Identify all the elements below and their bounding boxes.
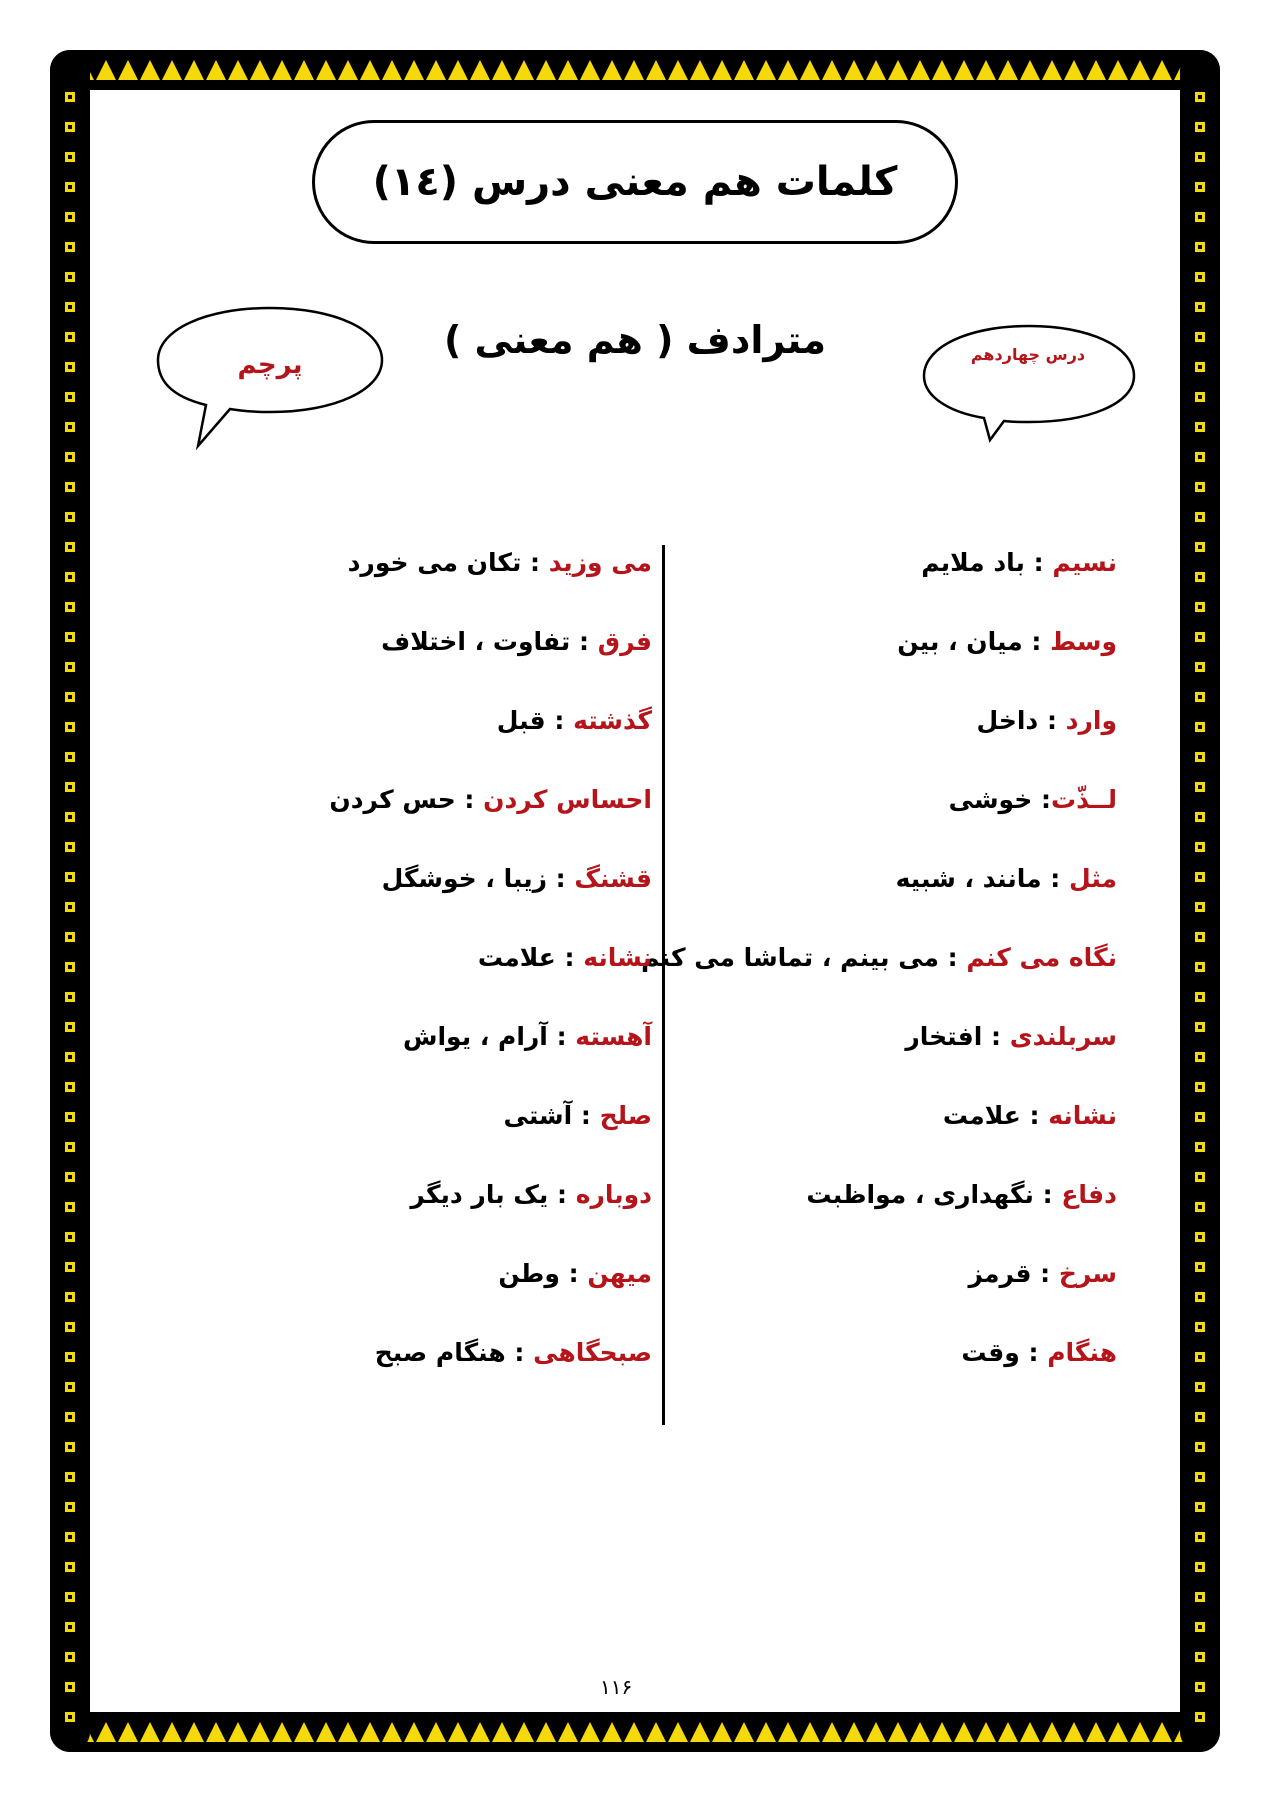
bubble-left-text: پرچم	[237, 350, 303, 380]
border-square	[1193, 1050, 1207, 1064]
border-square	[1193, 900, 1207, 914]
border-triangle	[800, 60, 820, 80]
border-square	[63, 90, 77, 104]
border-square	[1193, 1560, 1207, 1574]
border-triangle	[118, 60, 138, 80]
border-square	[1193, 450, 1207, 464]
border-triangle	[602, 60, 622, 80]
border-square	[1193, 210, 1207, 224]
border-square	[1193, 240, 1207, 254]
border-square	[63, 600, 77, 614]
vocab-meaning: : وقت	[961, 1338, 1048, 1367]
border-square	[1193, 570, 1207, 584]
vocab-row	[382, 864, 652, 893]
vocab-row	[905, 1022, 1117, 1051]
border-triangle	[360, 60, 380, 80]
border-triangle	[316, 60, 336, 80]
border-square	[1193, 150, 1207, 164]
border-triangle	[272, 1722, 292, 1742]
border-triangle	[712, 1722, 732, 1742]
border-triangle	[250, 1722, 270, 1742]
border-square	[63, 450, 77, 464]
border-triangle	[844, 60, 864, 80]
border-triangle	[756, 1722, 776, 1742]
border-square	[1193, 1260, 1207, 1274]
border-triangle	[470, 1722, 490, 1742]
vocab-word: نشانه	[1048, 1101, 1117, 1130]
border-triangle	[580, 1722, 600, 1742]
border-square	[63, 750, 77, 764]
border-square	[1193, 90, 1207, 104]
vocab-word: مثل	[1069, 864, 1117, 893]
border-triangle	[778, 1722, 798, 1742]
border-triangle	[1042, 60, 1062, 80]
border-triangle	[338, 60, 358, 80]
border-square	[63, 330, 77, 344]
border-triangle	[294, 60, 314, 80]
border-square	[1193, 1500, 1207, 1514]
vocab-row	[504, 1101, 652, 1130]
vocab-row	[497, 706, 652, 735]
border-square	[1193, 1110, 1207, 1124]
vocab-word: نسیم	[1052, 548, 1117, 577]
border-triangle	[272, 60, 292, 80]
border-triangle	[866, 1722, 886, 1742]
border-square	[63, 1650, 77, 1664]
border-triangle	[822, 1722, 842, 1742]
border-triangle	[514, 60, 534, 80]
border-triangle	[536, 1722, 556, 1742]
border-square	[1193, 480, 1207, 494]
vocab-row	[498, 1259, 652, 1288]
border-square	[63, 900, 77, 914]
border-square	[1193, 360, 1207, 374]
border-square	[1193, 1170, 1207, 1184]
border-triangle	[646, 1722, 666, 1742]
border-square	[1193, 510, 1207, 524]
border-square	[1193, 1440, 1207, 1454]
border-triangle	[734, 1722, 754, 1742]
border-triangle	[294, 1722, 314, 1742]
border-triangle	[492, 60, 512, 80]
border-triangle	[778, 60, 798, 80]
vocab-word: هنگام	[1047, 1338, 1117, 1367]
border-square	[1193, 870, 1207, 884]
vocab-meaning: : قبل	[496, 706, 574, 735]
border-square	[63, 1350, 77, 1364]
border-triangle	[844, 1722, 864, 1742]
border-triangle	[668, 1722, 688, 1742]
vocab-row	[806, 1180, 1117, 1209]
border-triangle	[1086, 1722, 1106, 1742]
border-square	[63, 1320, 77, 1334]
vocab-meaning: : افتخار	[905, 1022, 1010, 1051]
border-triangle	[338, 1722, 358, 1742]
border-square	[63, 1380, 77, 1394]
border-triangle	[910, 60, 930, 80]
vocab-meaning: : می بینم ، تماشا می کنم	[641, 943, 967, 972]
border-triangle	[558, 60, 578, 80]
border-square	[63, 360, 77, 374]
border-triangle	[1152, 60, 1172, 80]
border-square	[1193, 1380, 1207, 1394]
vocab-word: احساس کردن	[483, 785, 652, 814]
border-square	[63, 1110, 77, 1124]
vocab-word: سربلندی	[1009, 1022, 1117, 1051]
column-divider	[662, 545, 665, 1425]
border-triangle	[1064, 60, 1084, 80]
border-square	[1193, 180, 1207, 194]
border-triangle	[1020, 1722, 1040, 1742]
border-square	[63, 960, 77, 974]
border-square	[1193, 1620, 1207, 1634]
border-triangle	[822, 60, 842, 80]
border-square	[63, 810, 77, 824]
border-triangle	[492, 1722, 512, 1742]
vocab-row	[921, 548, 1117, 577]
vocab-meaning: : آشتی	[503, 1101, 600, 1130]
border-triangle	[184, 60, 204, 80]
vocab-meaning: : آرام ، یواش	[402, 1022, 576, 1051]
vocab-meaning: : علامت	[477, 943, 584, 972]
border-triangle	[580, 60, 600, 80]
border-triangle	[1064, 1722, 1084, 1742]
border-triangle	[690, 1722, 710, 1742]
border-triangle	[250, 60, 270, 80]
vocab-meaning: : علامت	[942, 1101, 1049, 1130]
border-square	[1193, 720, 1207, 734]
border-square	[1193, 1530, 1207, 1544]
border-square	[63, 1500, 77, 1514]
vocab-meaning: : داخل	[976, 706, 1066, 735]
border-triangle	[1042, 1722, 1062, 1742]
border-triangle	[162, 1722, 182, 1742]
border-square	[63, 1050, 77, 1064]
vocab-word: می وزید	[548, 548, 652, 577]
border-square	[1193, 600, 1207, 614]
vocab-meaning: : مانند ، شبیه	[895, 864, 1069, 893]
border-triangle	[140, 60, 160, 80]
border-triangle	[426, 60, 446, 80]
vocab-word: گذشته	[573, 706, 652, 735]
vocab-meaning: : تفاوت ، اختلاف	[381, 627, 598, 656]
border-square	[63, 1440, 77, 1454]
border-triangle	[998, 60, 1018, 80]
border-square	[63, 1260, 77, 1274]
border-triangle	[1130, 1722, 1150, 1742]
vocab-word: وسط	[1050, 627, 1117, 656]
border-triangle	[536, 60, 556, 80]
vocab-word: قشنگ	[574, 864, 652, 893]
border-triangle	[800, 1722, 820, 1742]
border-square	[63, 1620, 77, 1634]
border-square	[63, 1530, 77, 1544]
bubble-right-text: درس چهاردهم	[970, 345, 1086, 364]
vocab-word: نگاه می کنم	[966, 943, 1117, 972]
title-box	[312, 120, 958, 244]
border-square	[63, 1410, 77, 1424]
border-square	[1193, 1080, 1207, 1094]
border-square	[1193, 1320, 1207, 1334]
section-heading: مترادف ( هم معنی )	[443, 318, 827, 362]
vocab-row	[968, 1259, 1117, 1288]
border-square	[63, 420, 77, 434]
border-triangle	[206, 1722, 226, 1742]
border-square	[1193, 1290, 1207, 1304]
border-triangle	[888, 60, 908, 80]
vocab-meaning: : وطن	[498, 1259, 588, 1288]
border-triangle	[646, 60, 666, 80]
border-triangle	[140, 1722, 160, 1742]
border-square	[63, 480, 77, 494]
border-square	[1193, 1590, 1207, 1604]
vocab-word: وارد	[1065, 706, 1117, 735]
border-square	[1193, 330, 1207, 344]
border-square	[63, 570, 77, 584]
vocab-row	[410, 1180, 652, 1209]
border-square	[63, 720, 77, 734]
border-triangle	[96, 60, 116, 80]
vocab-word: دوباره	[575, 1180, 652, 1209]
vocab-row	[403, 1022, 652, 1051]
border-square	[63, 1590, 77, 1604]
vocab-word: صلح	[599, 1101, 652, 1130]
border-square	[63, 630, 77, 644]
border-square	[63, 990, 77, 1004]
border-square	[63, 1170, 77, 1184]
vocab-row	[949, 785, 1117, 814]
vocab-row	[348, 548, 652, 577]
border-square	[1193, 1020, 1207, 1034]
border-square	[1193, 840, 1207, 854]
border-square	[63, 210, 77, 224]
border-square	[63, 510, 77, 524]
vocab-row	[943, 1101, 1117, 1130]
border-bottom	[50, 1712, 1220, 1752]
border-square	[63, 1140, 77, 1154]
border-square	[63, 390, 77, 404]
border-square	[1193, 1200, 1207, 1214]
vocab-word: فرق	[597, 627, 652, 656]
border-triangle	[888, 1722, 908, 1742]
border-square	[63, 180, 77, 194]
vocab-row	[381, 627, 652, 656]
border-square	[1193, 960, 1207, 974]
border-triangle	[514, 1722, 534, 1742]
border-triangle	[866, 60, 886, 80]
border-triangle	[448, 60, 468, 80]
vocab-row	[977, 706, 1117, 735]
border-square	[1193, 630, 1207, 644]
vocab-word: سرخ	[1058, 1259, 1117, 1288]
border-triangle	[954, 60, 974, 80]
border-triangle	[910, 1722, 930, 1742]
border-square	[1193, 930, 1207, 944]
vocab-meaning: : یک بار دیگر	[410, 1180, 576, 1209]
vocab-word: نشانه	[583, 943, 652, 972]
vocab-word: آهسته	[575, 1022, 652, 1051]
vocab-meaning: : قرمز	[968, 1259, 1059, 1288]
border-square	[1193, 1350, 1207, 1364]
border-triangle	[448, 1722, 468, 1742]
border-square	[1193, 690, 1207, 704]
border-triangle	[228, 60, 248, 80]
vocab-meaning: : تکان می خورد	[347, 548, 549, 577]
border-square	[1193, 810, 1207, 824]
border-square	[1193, 1230, 1207, 1244]
border-square	[1193, 420, 1207, 434]
border-triangle	[470, 60, 490, 80]
border-square	[1193, 120, 1207, 134]
border-triangle	[228, 1722, 248, 1742]
border-square	[63, 1020, 77, 1034]
border-triangle	[1086, 60, 1106, 80]
border-triangle	[1130, 60, 1150, 80]
border-triangle	[184, 1722, 204, 1742]
border-square	[63, 150, 77, 164]
border-triangle	[624, 1722, 644, 1742]
border-square	[1193, 270, 1207, 284]
border-triangle	[690, 60, 710, 80]
border-square	[1193, 780, 1207, 794]
border-triangle	[756, 60, 776, 80]
border-square	[1193, 1410, 1207, 1424]
border-triangle	[932, 1722, 952, 1742]
border-square	[63, 300, 77, 314]
border-triangle	[998, 1722, 1018, 1742]
border-square	[1193, 1710, 1207, 1724]
vocab-row	[961, 1338, 1117, 1367]
vocab-meaning: : باد ملایم	[921, 548, 1053, 577]
border-square	[63, 870, 77, 884]
vocab-word: میهن	[587, 1259, 652, 1288]
border-triangle	[162, 60, 182, 80]
border-triangle	[96, 1722, 116, 1742]
border-triangle	[426, 1722, 446, 1742]
vocab-meaning: : حس کردن	[329, 785, 484, 814]
border-triangle	[624, 60, 644, 80]
border-right	[1180, 50, 1220, 1752]
border-square	[1193, 390, 1207, 404]
border-square	[1193, 660, 1207, 674]
border-square	[63, 660, 77, 674]
border-triangle	[382, 1722, 402, 1742]
border-triangle	[404, 60, 424, 80]
border-triangle	[118, 1722, 138, 1742]
border-triangle	[954, 1722, 974, 1742]
border-triangle	[1020, 60, 1040, 80]
border-square	[63, 1200, 77, 1214]
border-square	[63, 240, 77, 254]
border-triangle	[932, 60, 952, 80]
border-square	[63, 1560, 77, 1574]
border-square	[1193, 750, 1207, 764]
vocab-word: صبحگاهی	[533, 1338, 652, 1367]
vocab-word: دفاع	[1061, 1180, 1117, 1209]
border-triangle	[976, 1722, 996, 1742]
speech-bubble-left	[150, 300, 390, 460]
border-triangle	[382, 60, 402, 80]
border-square	[63, 690, 77, 704]
vocab-word: لــذّت	[1050, 785, 1117, 814]
border-triangle	[1108, 1722, 1128, 1742]
vocab-meaning: : خوشی	[948, 785, 1051, 814]
border-square	[63, 840, 77, 854]
border-triangle	[558, 1722, 578, 1742]
border-square	[1193, 990, 1207, 1004]
vocab-meaning: : میان ، بین	[897, 627, 1051, 656]
border-triangle	[976, 60, 996, 80]
vocab-row	[897, 627, 1117, 656]
vocab-row	[896, 864, 1117, 893]
border-square	[63, 270, 77, 284]
vocab-meaning: : نگهداری ، مواظبت	[806, 1180, 1062, 1209]
border-square	[63, 120, 77, 134]
border-square	[63, 930, 77, 944]
border-triangle	[1108, 60, 1128, 80]
border-square	[63, 1680, 77, 1694]
page-number: ۱۱۶	[600, 1675, 633, 1699]
border-square	[1193, 300, 1207, 314]
speech-bubble-right	[918, 318, 1140, 448]
border-square	[1193, 1680, 1207, 1694]
border-triangle	[404, 1722, 424, 1742]
border-square	[1193, 1140, 1207, 1154]
vocab-row	[329, 785, 652, 814]
vocab-row	[478, 943, 652, 972]
border-square	[1193, 1470, 1207, 1484]
border-square	[63, 540, 77, 554]
border-square	[63, 1290, 77, 1304]
border-triangle	[206, 60, 226, 80]
border-triangle	[712, 60, 732, 80]
border-square	[63, 1230, 77, 1244]
vocab-meaning: : هنگام صبح	[374, 1338, 534, 1367]
border-square	[1193, 540, 1207, 554]
border-square	[63, 780, 77, 794]
border-square	[63, 1080, 77, 1094]
border-square	[63, 1470, 77, 1484]
vocab-meaning: : زیبا ، خوشگل	[381, 864, 575, 893]
border-square	[1193, 1650, 1207, 1664]
border-triangle	[668, 60, 688, 80]
border-triangle	[1152, 1722, 1172, 1742]
border-triangle	[316, 1722, 336, 1742]
border-triangle	[602, 1722, 622, 1742]
vocab-row	[641, 943, 1117, 972]
border-triangle	[360, 1722, 380, 1742]
vocab-row	[375, 1338, 652, 1367]
page-title: کلمات هم معنی درس (۱٤)	[372, 159, 898, 205]
border-square	[63, 1710, 77, 1724]
border-top	[50, 50, 1220, 90]
border-left	[50, 50, 90, 1752]
border-triangle	[734, 60, 754, 80]
